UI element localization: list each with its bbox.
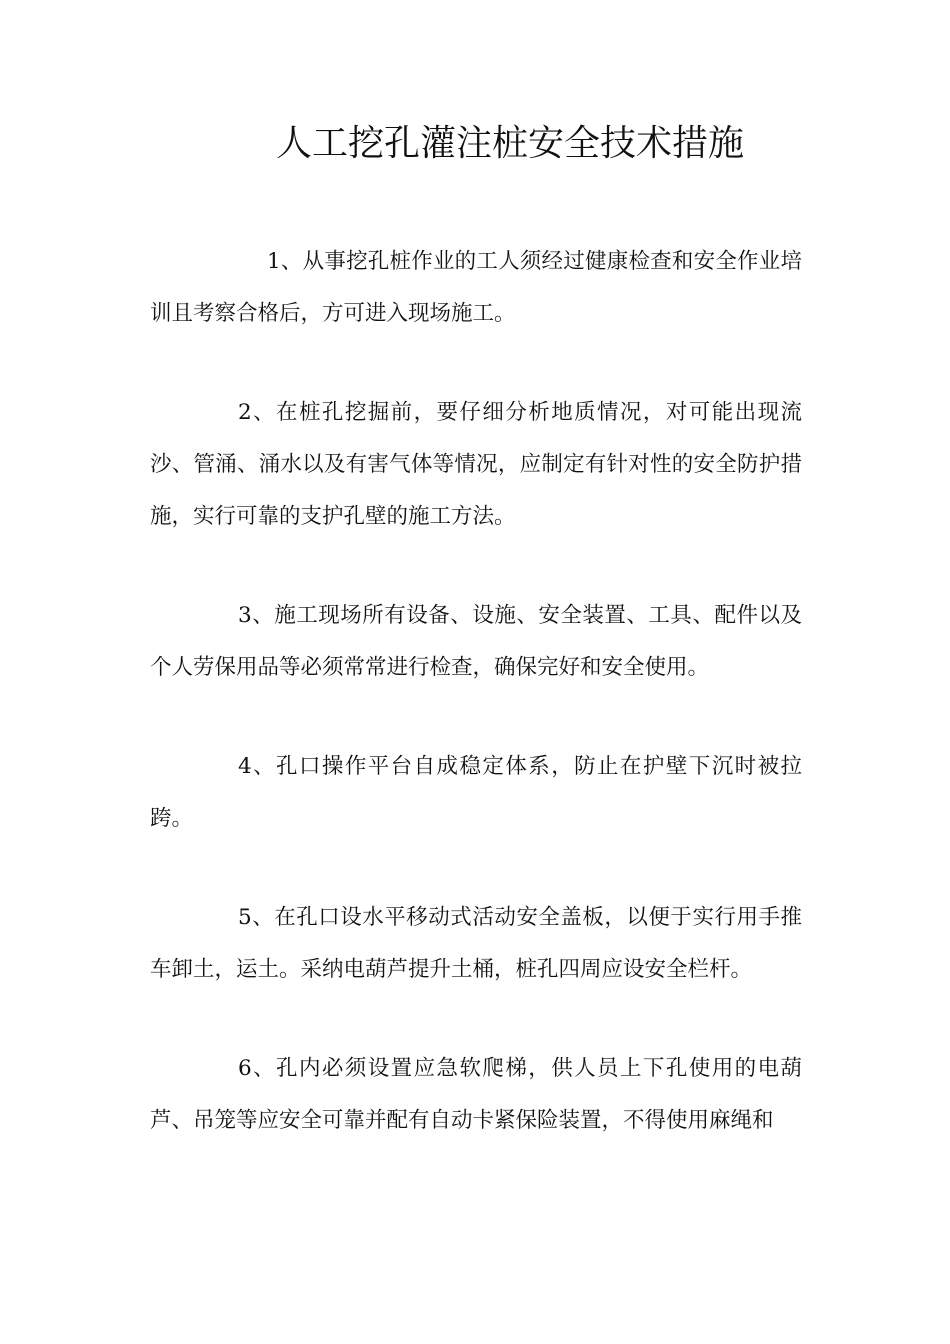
paragraph-5: 5、在孔口设水平移动式活动安全盖板，以便于实行用手推车卸土，运土。采纳电葫芦提升土桶，桩孔四周应设安全栏杆。 (150, 905, 802, 982)
paragraph-6: 6、孔内必须设置应急软爬梯，供人员上下孔使用的电葫芦、吊笼等应安全可靠并配有自动卡紧保险装置，不得使用麻绳和 (150, 1056, 802, 1133)
paragraph-3: 3、施工现场所有设备、设施、安全装置、工具、配件以及个人劳保用品等必须常常进行检查，确保完好和安全使用。 (150, 603, 802, 680)
document-title: 人工挖孔灌注桩安全技术措施 (275, 123, 744, 164)
paragraph-4: 4、孔口操作平台自成稳定体系，防止在护壁下沉时被拉跨。 (150, 754, 802, 831)
document-body (150, 236, 802, 1194)
paragraph-2: 2、在桩孔挖掘前，要仔细分析地质情况，对可能出现流沙、管涌、涌水以及有害气体等情况，应制定有针对性的安全防护措施，实行可靠的支护孔壁的施工方法。 (150, 400, 802, 529)
paragraph-1: 1、从事挖孔桩作业的工人须经过健康检查和安全作业培训且考察合格后，方可进入现场施工。 (150, 249, 802, 326)
